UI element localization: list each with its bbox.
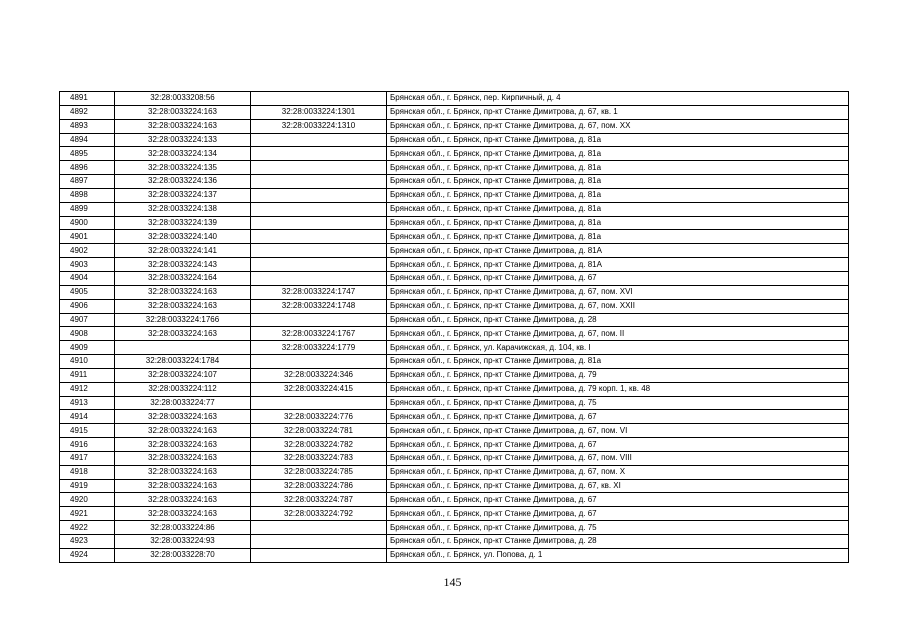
address-cell: Брянская обл., г. Брянск, пр-кт Станке Димитрова, д. 79 (387, 368, 849, 382)
cadastral-number-cell: 32:28:0033224:135 (115, 161, 251, 175)
cadastral-number-cell: 32:28:0033224:77 (115, 396, 251, 410)
sub-cadastral-number-cell (251, 188, 387, 202)
table-body (60, 92, 849, 563)
address-cell: Брянская обл., г. Брянск, пр-кт Станке Димитрова, д. 81А (387, 244, 849, 258)
sub-cadastral-number-cell: 32:28:0033224:1748 (251, 299, 387, 313)
cadastral-number-cell: 32:28:0033224:163 (115, 465, 251, 479)
row-number-cell: 4895 (60, 147, 115, 161)
table-row (60, 535, 849, 549)
address-cell: Брянская обл., г. Брянск, пр-кт Станке Димитрова, д. 75 (387, 521, 849, 535)
table-row (60, 410, 849, 424)
sub-cadastral-number-cell (251, 548, 387, 562)
row-number-cell: 4922 (60, 521, 115, 535)
sub-cadastral-number-cell: 32:28:0033224:1767 (251, 327, 387, 341)
table-row (60, 327, 849, 341)
sub-cadastral-number-cell: 32:28:0033224:781 (251, 424, 387, 438)
address-cell: Брянская обл., г. Брянск, пр-кт Станке Димитрова, д. 81а (387, 175, 849, 189)
address-cell: Брянская обл., г. Брянск, пр-кт Станке Димитрова, д. 67 (387, 493, 849, 507)
address-cell: Брянская обл., г. Брянск, пр-кт Станке Димитрова, д. 81а (387, 188, 849, 202)
row-number-cell: 4892 (60, 105, 115, 119)
address-cell: Брянская обл., г. Брянск, пр-кт Станке Димитрова, д. 28 (387, 313, 849, 327)
address-cell: Брянская обл., г. Брянск, ул. Карачижская, д. 104, кв. I (387, 341, 849, 355)
sub-cadastral-number-cell: 32:28:0033224:415 (251, 382, 387, 396)
table-row (60, 313, 849, 327)
cadastral-number-cell: 32:28:0033224:163 (115, 285, 251, 299)
row-number-cell: 4910 (60, 355, 115, 369)
table-row (60, 271, 849, 285)
table-row (60, 216, 849, 230)
row-number-cell: 4912 (60, 382, 115, 396)
cadastral-number-cell: 32:28:0033224:137 (115, 188, 251, 202)
sub-cadastral-number-cell: 32:28:0033224:346 (251, 368, 387, 382)
sub-cadastral-number-cell: 32:28:0033224:786 (251, 479, 387, 493)
page-number: 145 (443, 575, 462, 589)
sub-cadastral-number-cell: 32:28:0033224:782 (251, 438, 387, 452)
sub-cadastral-number-cell (251, 258, 387, 272)
sub-cadastral-number-cell (251, 92, 387, 106)
row-number-cell: 4897 (60, 175, 115, 189)
cadastral-number-cell: 32:28:0033224:139 (115, 216, 251, 230)
row-number-cell: 4918 (60, 465, 115, 479)
row-number-cell: 4896 (60, 161, 115, 175)
row-number-cell: 4903 (60, 258, 115, 272)
table-row (60, 285, 849, 299)
sub-cadastral-number-cell (251, 535, 387, 549)
row-number-cell: 4916 (60, 438, 115, 452)
address-cell: Брянская обл., г. Брянск, пр-кт Станке Димитрова, д. 81а (387, 161, 849, 175)
property-table (59, 91, 849, 563)
address-cell: Брянская обл., г. Брянск, пр-кт Станке Димитрова, д. 81А (387, 258, 849, 272)
sub-cadastral-number-cell: 32:28:0033224:783 (251, 451, 387, 465)
row-number-cell: 4904 (60, 271, 115, 285)
sub-cadastral-number-cell (251, 355, 387, 369)
cadastral-number-cell: 32:28:0033224:112 (115, 382, 251, 396)
address-cell: Брянская обл., г. Брянск, пр-кт Станке Димитрова, д. 67, кв. XI (387, 479, 849, 493)
sub-cadastral-number-cell: 32:28:0033224:792 (251, 507, 387, 521)
cadastral-number-cell: 32:28:0033224:138 (115, 202, 251, 216)
address-cell: Брянская обл., г. Брянск, пр-кт Станке Димитрова, д. 81а (387, 133, 849, 147)
cadastral-number-cell: 32:28:0033224:163 (115, 410, 251, 424)
row-number-cell: 4901 (60, 230, 115, 244)
address-cell: Брянская обл., г. Брянск, пр-кт Станке Димитрова, д. 81а (387, 147, 849, 161)
address-cell: Брянская обл., г. Брянск, пр-кт Станке Димитрова, д. 81а (387, 216, 849, 230)
sub-cadastral-number-cell: 32:28:0033224:1779 (251, 341, 387, 355)
cadastral-number-cell: 32:28:0033224:163 (115, 451, 251, 465)
cadastral-number-cell: 32:28:0033224:163 (115, 507, 251, 521)
address-cell: Брянская обл., г. Брянск, пр-кт Станке Димитрова, д. 67 (387, 271, 849, 285)
cadastral-number-cell: 32:28:0033224:136 (115, 175, 251, 189)
table-row (60, 465, 849, 479)
row-number-cell: 4906 (60, 299, 115, 313)
table-row (60, 493, 849, 507)
cadastral-number-cell (115, 341, 251, 355)
row-number-cell: 4905 (60, 285, 115, 299)
cadastral-number-cell: 32:28:0033224:141 (115, 244, 251, 258)
table-row (60, 382, 849, 396)
table-row (60, 161, 849, 175)
table-row (60, 368, 849, 382)
sub-cadastral-number-cell (251, 147, 387, 161)
row-number-cell: 4902 (60, 244, 115, 258)
sub-cadastral-number-cell (251, 216, 387, 230)
table-row (60, 147, 849, 161)
address-cell: Брянская обл., г. Брянск, ул. Попова, д. 1 (387, 548, 849, 562)
cadastral-number-cell: 32:28:0033224:134 (115, 147, 251, 161)
sub-cadastral-number-cell (251, 244, 387, 258)
table-row (60, 479, 849, 493)
row-number-cell: 4908 (60, 327, 115, 341)
sub-cadastral-number-cell (251, 175, 387, 189)
cadastral-number-cell: 32:28:0033224:133 (115, 133, 251, 147)
table-row (60, 119, 849, 133)
row-number-cell: 4923 (60, 535, 115, 549)
address-cell: Брянская обл., г. Брянск, пр-кт Станке Димитрова, д. 67, пом. VI (387, 424, 849, 438)
address-cell: Брянская обл., г. Брянск, пр-кт Станке Димитрова, д. 67, кв. 1 (387, 105, 849, 119)
cadastral-number-cell: 32:28:0033224:163 (115, 424, 251, 438)
sub-cadastral-number-cell (251, 133, 387, 147)
address-cell: Брянская обл., г. Брянск, пр-кт Станке Димитрова, д. 81а (387, 355, 849, 369)
sub-cadastral-number-cell (251, 396, 387, 410)
address-cell: Брянская обл., г. Брянск, пр-кт Станке Димитрова, д. 67 (387, 507, 849, 521)
row-number-cell: 4909 (60, 341, 115, 355)
address-cell: Брянская обл., г. Брянск, пер. Кирпичный, д. 4 (387, 92, 849, 106)
table-row (60, 548, 849, 562)
cadastral-number-cell: 32:28:0033224:163 (115, 493, 251, 507)
table-row (60, 92, 849, 106)
sub-cadastral-number-cell (251, 230, 387, 244)
address-cell: Брянская обл., г. Брянск, пр-кт Станке Димитрова, д. 67, пом. X (387, 465, 849, 479)
row-number-cell: 4891 (60, 92, 115, 106)
cadastral-number-cell: 32:28:0033224:93 (115, 535, 251, 549)
table-row (60, 299, 849, 313)
cadastral-number-cell: 32:28:0033224:163 (115, 119, 251, 133)
cadastral-number-cell: 32:28:0033224:1766 (115, 313, 251, 327)
row-number-cell: 4919 (60, 479, 115, 493)
address-cell: Брянская обл., г. Брянск, пр-кт Станке Димитрова, д. 67 (387, 438, 849, 452)
row-number-cell: 4924 (60, 548, 115, 562)
table-row (60, 244, 849, 258)
cadastral-number-cell: 32:28:0033224:140 (115, 230, 251, 244)
address-cell: Брянская обл., г. Брянск, пр-кт Станке Димитрова, д. 81а (387, 202, 849, 216)
sub-cadastral-number-cell (251, 161, 387, 175)
table-row (60, 355, 849, 369)
sub-cadastral-number-cell: 32:28:0033224:1310 (251, 119, 387, 133)
row-number-cell: 4907 (60, 313, 115, 327)
address-cell: Брянская обл., г. Брянск, пр-кт Станке Димитрова, д. 67, пом. VIII (387, 451, 849, 465)
table-row (60, 396, 849, 410)
cadastral-number-cell: 32:28:0033224:163 (115, 105, 251, 119)
address-cell: Брянская обл., г. Брянск, пр-кт Станке Димитрова, д. 67, пом. XXII (387, 299, 849, 313)
address-cell: Брянская обл., г. Брянск, пр-кт Станке Димитрова, д. 79 корп. 1, кв. 48 (387, 382, 849, 396)
table-row (60, 438, 849, 452)
sub-cadastral-number-cell: 32:28:0033224:776 (251, 410, 387, 424)
row-number-cell: 4913 (60, 396, 115, 410)
row-number-cell: 4894 (60, 133, 115, 147)
row-number-cell: 4921 (60, 507, 115, 521)
row-number-cell: 4911 (60, 368, 115, 382)
row-number-cell: 4898 (60, 188, 115, 202)
address-cell: Брянская обл., г. Брянск, пр-кт Станке Димитрова, д. 67, пом. II (387, 327, 849, 341)
cadastral-number-cell: 32:28:0033224:164 (115, 271, 251, 285)
cadastral-number-cell: 32:28:0033224:107 (115, 368, 251, 382)
sub-cadastral-number-cell (251, 271, 387, 285)
table-row (60, 188, 849, 202)
row-number-cell: 4900 (60, 216, 115, 230)
cadastral-number-cell: 32:28:0033224:1784 (115, 355, 251, 369)
sub-cadastral-number-cell: 32:28:0033224:787 (251, 493, 387, 507)
address-cell: Брянская обл., г. Брянск, пр-кт Станке Димитрова, д. 75 (387, 396, 849, 410)
address-cell: Брянская обл., г. Брянск, пр-кт Станке Димитрова, д. 67 (387, 410, 849, 424)
table-row (60, 258, 849, 272)
address-cell: Брянская обл., г. Брянск, пр-кт Станке Димитрова, д. 28 (387, 535, 849, 549)
sub-cadastral-number-cell (251, 521, 387, 535)
cadastral-number-cell: 32:28:0033228:70 (115, 548, 251, 562)
cadastral-number-cell: 32:28:0033224:163 (115, 327, 251, 341)
cadastral-number-cell: 32:28:0033224:143 (115, 258, 251, 272)
table-row (60, 230, 849, 244)
table-row (60, 507, 849, 521)
row-number-cell: 4899 (60, 202, 115, 216)
sub-cadastral-number-cell: 32:28:0033224:785 (251, 465, 387, 479)
cadastral-number-cell: 32:28:0033224:163 (115, 299, 251, 313)
sub-cadastral-number-cell: 32:28:0033224:1747 (251, 285, 387, 299)
row-number-cell: 4893 (60, 119, 115, 133)
cadastral-number-cell: 32:28:0033224:163 (115, 479, 251, 493)
address-cell: Брянская обл., г. Брянск, пр-кт Станке Димитрова, д. 67, пом. XVI (387, 285, 849, 299)
sub-cadastral-number-cell: 32:28:0033224:1301 (251, 105, 387, 119)
address-cell: Брянская обл., г. Брянск, пр-кт Станке Димитрова, д. 81а (387, 230, 849, 244)
table-row (60, 133, 849, 147)
address-cell: Брянская обл., г. Брянск, пр-кт Станке Димитрова, д. 67, пом. XX (387, 119, 849, 133)
table-row (60, 451, 849, 465)
table-row (60, 105, 849, 119)
row-number-cell: 4914 (60, 410, 115, 424)
row-number-cell: 4917 (60, 451, 115, 465)
table-row (60, 341, 849, 355)
cadastral-number-cell: 32:28:0033208:56 (115, 92, 251, 106)
sub-cadastral-number-cell (251, 202, 387, 216)
row-number-cell: 4915 (60, 424, 115, 438)
table-row (60, 202, 849, 216)
sub-cadastral-number-cell (251, 313, 387, 327)
row-number-cell: 4920 (60, 493, 115, 507)
table-row (60, 521, 849, 535)
table-row (60, 175, 849, 189)
table-row (60, 424, 849, 438)
cadastral-number-cell: 32:28:0033224:86 (115, 521, 251, 535)
cadastral-number-cell: 32:28:0033224:163 (115, 438, 251, 452)
